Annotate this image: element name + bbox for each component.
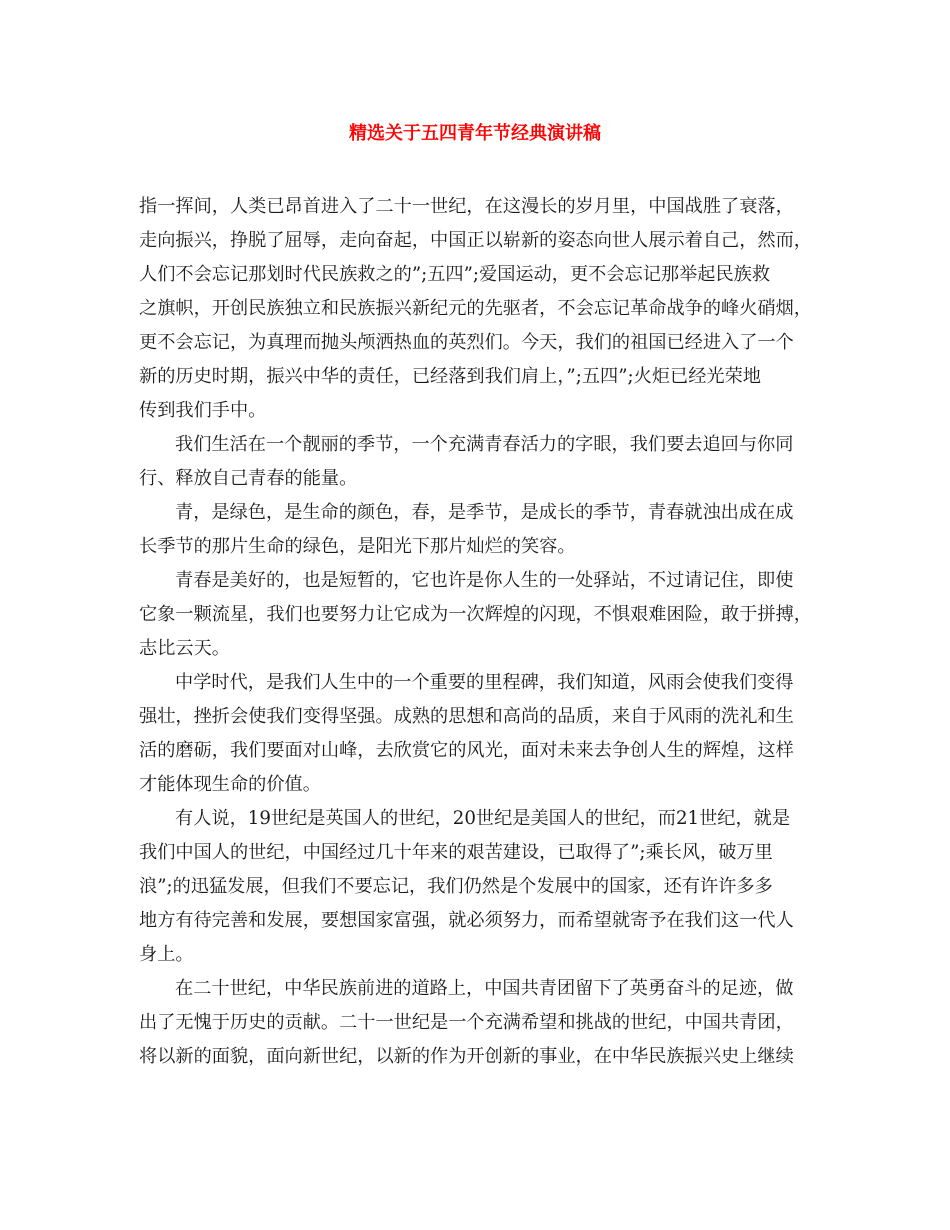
paragraph-line: 有人说，19世纪是英国人的世纪，20世纪是美国人的世纪，而21世纪，就是	[175, 808, 791, 829]
paragraph-line: 更不会忘记，为真理而抛头颅洒热血的英烈们。今天，我们的祖国已经进入了一个	[139, 332, 794, 353]
paragraph-line: 身上。	[139, 944, 194, 965]
paragraph-line: 我们中国人的世纪，中国经过几十年来的艰苦建设，已取得了”;乘长风，破万里	[139, 842, 773, 863]
paragraph	[139, 802, 819, 972]
paragraph-line: 传到我们手中。	[139, 400, 267, 421]
paragraph-line: 出了无愧于历史的贡献。二十一世纪是一个充满希望和挑战的世纪，中国共青团，	[139, 1012, 794, 1033]
paragraph-line: 它象一颗流星，我们也要努力让它成为一次辉煌的闪现，不惧艰难困险，敢于拼搏，	[139, 604, 812, 625]
paragraph-line: 地方有待完善和发展，要想国家富强，就必须努力，而希望就寄予在我们这一代人	[139, 910, 794, 931]
paragraph	[139, 190, 819, 428]
paragraph-line: 新的历史时期，振兴中华的责任，已经落到我们肩上，”;五四”;火炬已经光荣地	[139, 366, 761, 387]
paragraph-line: 将以新的面貌，面向新世纪，以新的作为开创新的事业，在中华民族振兴史上继续	[139, 1046, 794, 1067]
paragraph-line: 强壮，挫折会使我们变得坚强。成熟的思想和高尚的品质，来自于风雨的洗礼和生	[139, 706, 794, 727]
paragraph-line: 长季节的那片生命的绿色，是阳光下那片灿烂的笑容。	[139, 536, 576, 557]
paragraph	[139, 496, 819, 564]
paragraph	[139, 972, 819, 1074]
paragraph	[139, 666, 819, 802]
paragraph-line: 青，是绿色，是生命的颜色，春，是季节，是成长的季节，青春就浊出成在成	[175, 502, 794, 523]
paragraph-line: 活的磨砺，我们要面对山峰，去欣赏它的风光，面对未来去争创人生的辉煌，这样	[139, 740, 794, 761]
paragraph-line: 我们生活在一个靓丽的季节，一个充满青春活力的字眼，我们要去追回与你同	[175, 434, 794, 455]
paragraph-line: 之旗帜，开创民族独立和民族振兴新纪元的先驱者，不会忘记革命战争的峰火硝烟，	[139, 298, 812, 319]
paragraph-line: 走向振兴，挣脱了屈辱，走向奋起，中国正以崭新的姿态向世人展示着自己，然而，	[139, 230, 812, 251]
paragraph-line: 浪”;的迅猛发展，但我们不要忘记，我们仍然是个发展中的国家，还有许许多多	[139, 876, 773, 897]
document-body	[139, 190, 819, 1074]
paragraph-line: 志比云天。	[139, 638, 230, 659]
paragraph-line: 中学时代，是我们人生中的一个重要的里程碑，我们知道，风雨会使我们变得	[175, 672, 794, 693]
paragraph-line: 在二十世纪，中华民族前进的道路上，中国共青团留下了英勇奋斗的足迹，做	[175, 978, 794, 999]
paragraph-line: 行、释放自己青春的能量。	[139, 468, 358, 489]
paragraph	[139, 564, 819, 666]
document-title: 精选关于五四青年节经典演讲稿	[349, 123, 601, 144]
paragraph-line: 才能体现生命的价值。	[139, 774, 321, 795]
paragraph-line: 青春是美好的，也是短暂的，它也许是你人生的一处驿站，不过请记住，即使	[175, 570, 794, 591]
paragraph-line: 指一挥间，人类已昂首进入了二十一世纪，在这漫长的岁月里，中国战胜了衰落，	[139, 196, 794, 217]
paragraph-line: 人们不会忘记那划时代民族救之的”;五四”;爱国运动，更不会忘记那举起民族救	[139, 264, 771, 285]
paragraph	[139, 428, 819, 496]
